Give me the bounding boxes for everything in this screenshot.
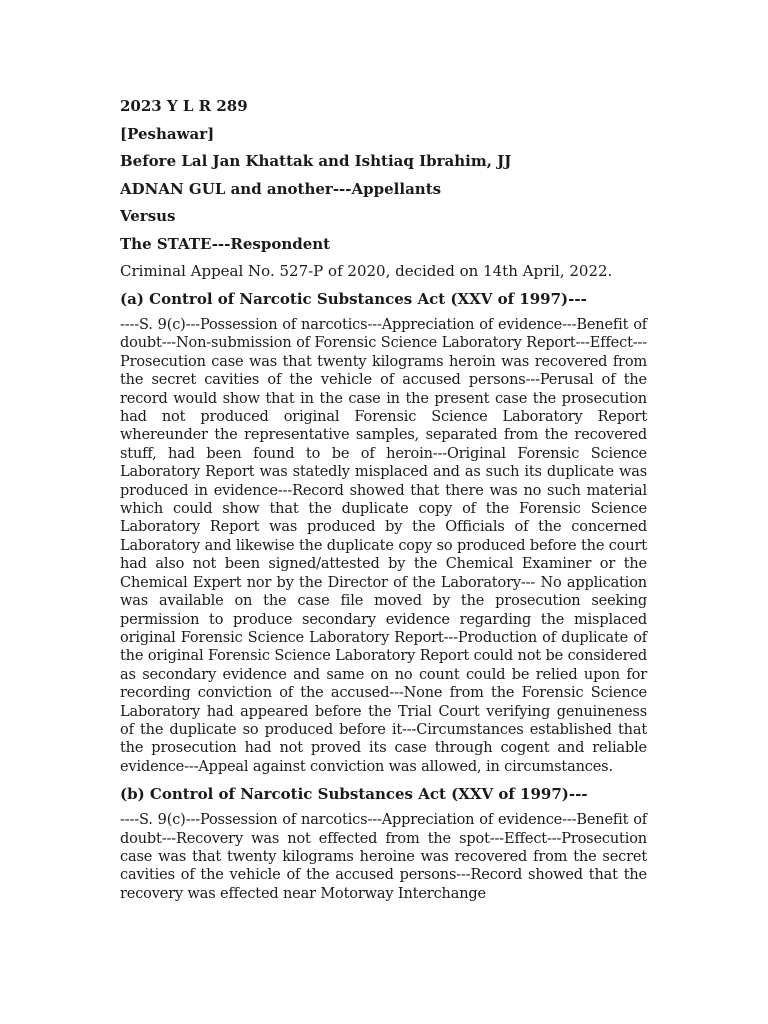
respondent: The STATE---Respondent <box>120 234 331 253</box>
versus: Versus <box>120 207 176 225</box>
citation: 2023 Y L R 289 <box>120 97 248 115</box>
case-line: Criminal Appeal No. 527-P of 2020, decided on 14th April, 2022. <box>120 262 613 280</box>
section-a-text: ----S. 9(c)---Possession of narcotics---Appreciation of evidence---Benefit of doubt---Non-submission of Forensic Science Laboratory Report---Effect---Prosecution case was that twenty kilograms heroin was recovered from the secret cavities of the vehicle of accused persons---Perusal of the record would show that in the case in the present case the prosecution had not produced original Forensic Science Laboratory Report whereunder the representative samples, separated from the recovered stuff, had been found to be of heroin---Original Forensic Science Laboratory Report was statedly misplaced and as such its duplicate was produced in evidence---Record showed that there was no such material which could show that the duplicate copy of the Forensic Science Laboratory Report was produced by the Officials of the concerned Laboratory and likewise the duplicate copy so produced before the court had also not been signed/attested by the Chemical Examiner or the Chemical Expert nor by the Director of the Laboratory--- No application was available on the case file moved by the prosecution seeking permission to produce secondary evidence regarding the misplaced original Forensic Science Laboratory Report---Production of duplicate of the original Forensic Science Laboratory Report could not be considered as secondary evidence and same on no count could be relied upon for recording conviction of the accused---None from the Forensic Science Laboratory had appeared before the Trial Court verifying genuineness of the duplicate so produced before it---Circumstances established that the prosecution had not proved its case through cogent and reliable evidence---Appeal against conviction was allowed, in circumstances. <box>120 317 647 775</box>
document-page <box>120 96 647 911</box>
section-a-title: (a) Control of Narcotic Substances Act (XXV of 1997)--- <box>120 289 587 308</box>
court-name: [Peshawar] <box>120 124 215 143</box>
section-b-title: (b) Control of Narcotic Substances Act (XXV of 1997)--- <box>120 784 588 803</box>
section-b-text: ----S. 9(c)---Possession of narcotics---Appreciation of evidence---Benefit of doubt---Recovery was not effected from the spot---Effect---Prosecution case was that twenty kilograms heroine was recovered from the secret cavities of the vehicle of the accused persons---Record showed that the recovery was effected near Motorway Interchange <box>120 812 647 902</box>
appellants: ADNAN GUL and another---Appellants <box>120 179 442 198</box>
bench: Before Lal Jan Khattak and Ishtiaq Ibrahim, JJ <box>120 152 512 170</box>
